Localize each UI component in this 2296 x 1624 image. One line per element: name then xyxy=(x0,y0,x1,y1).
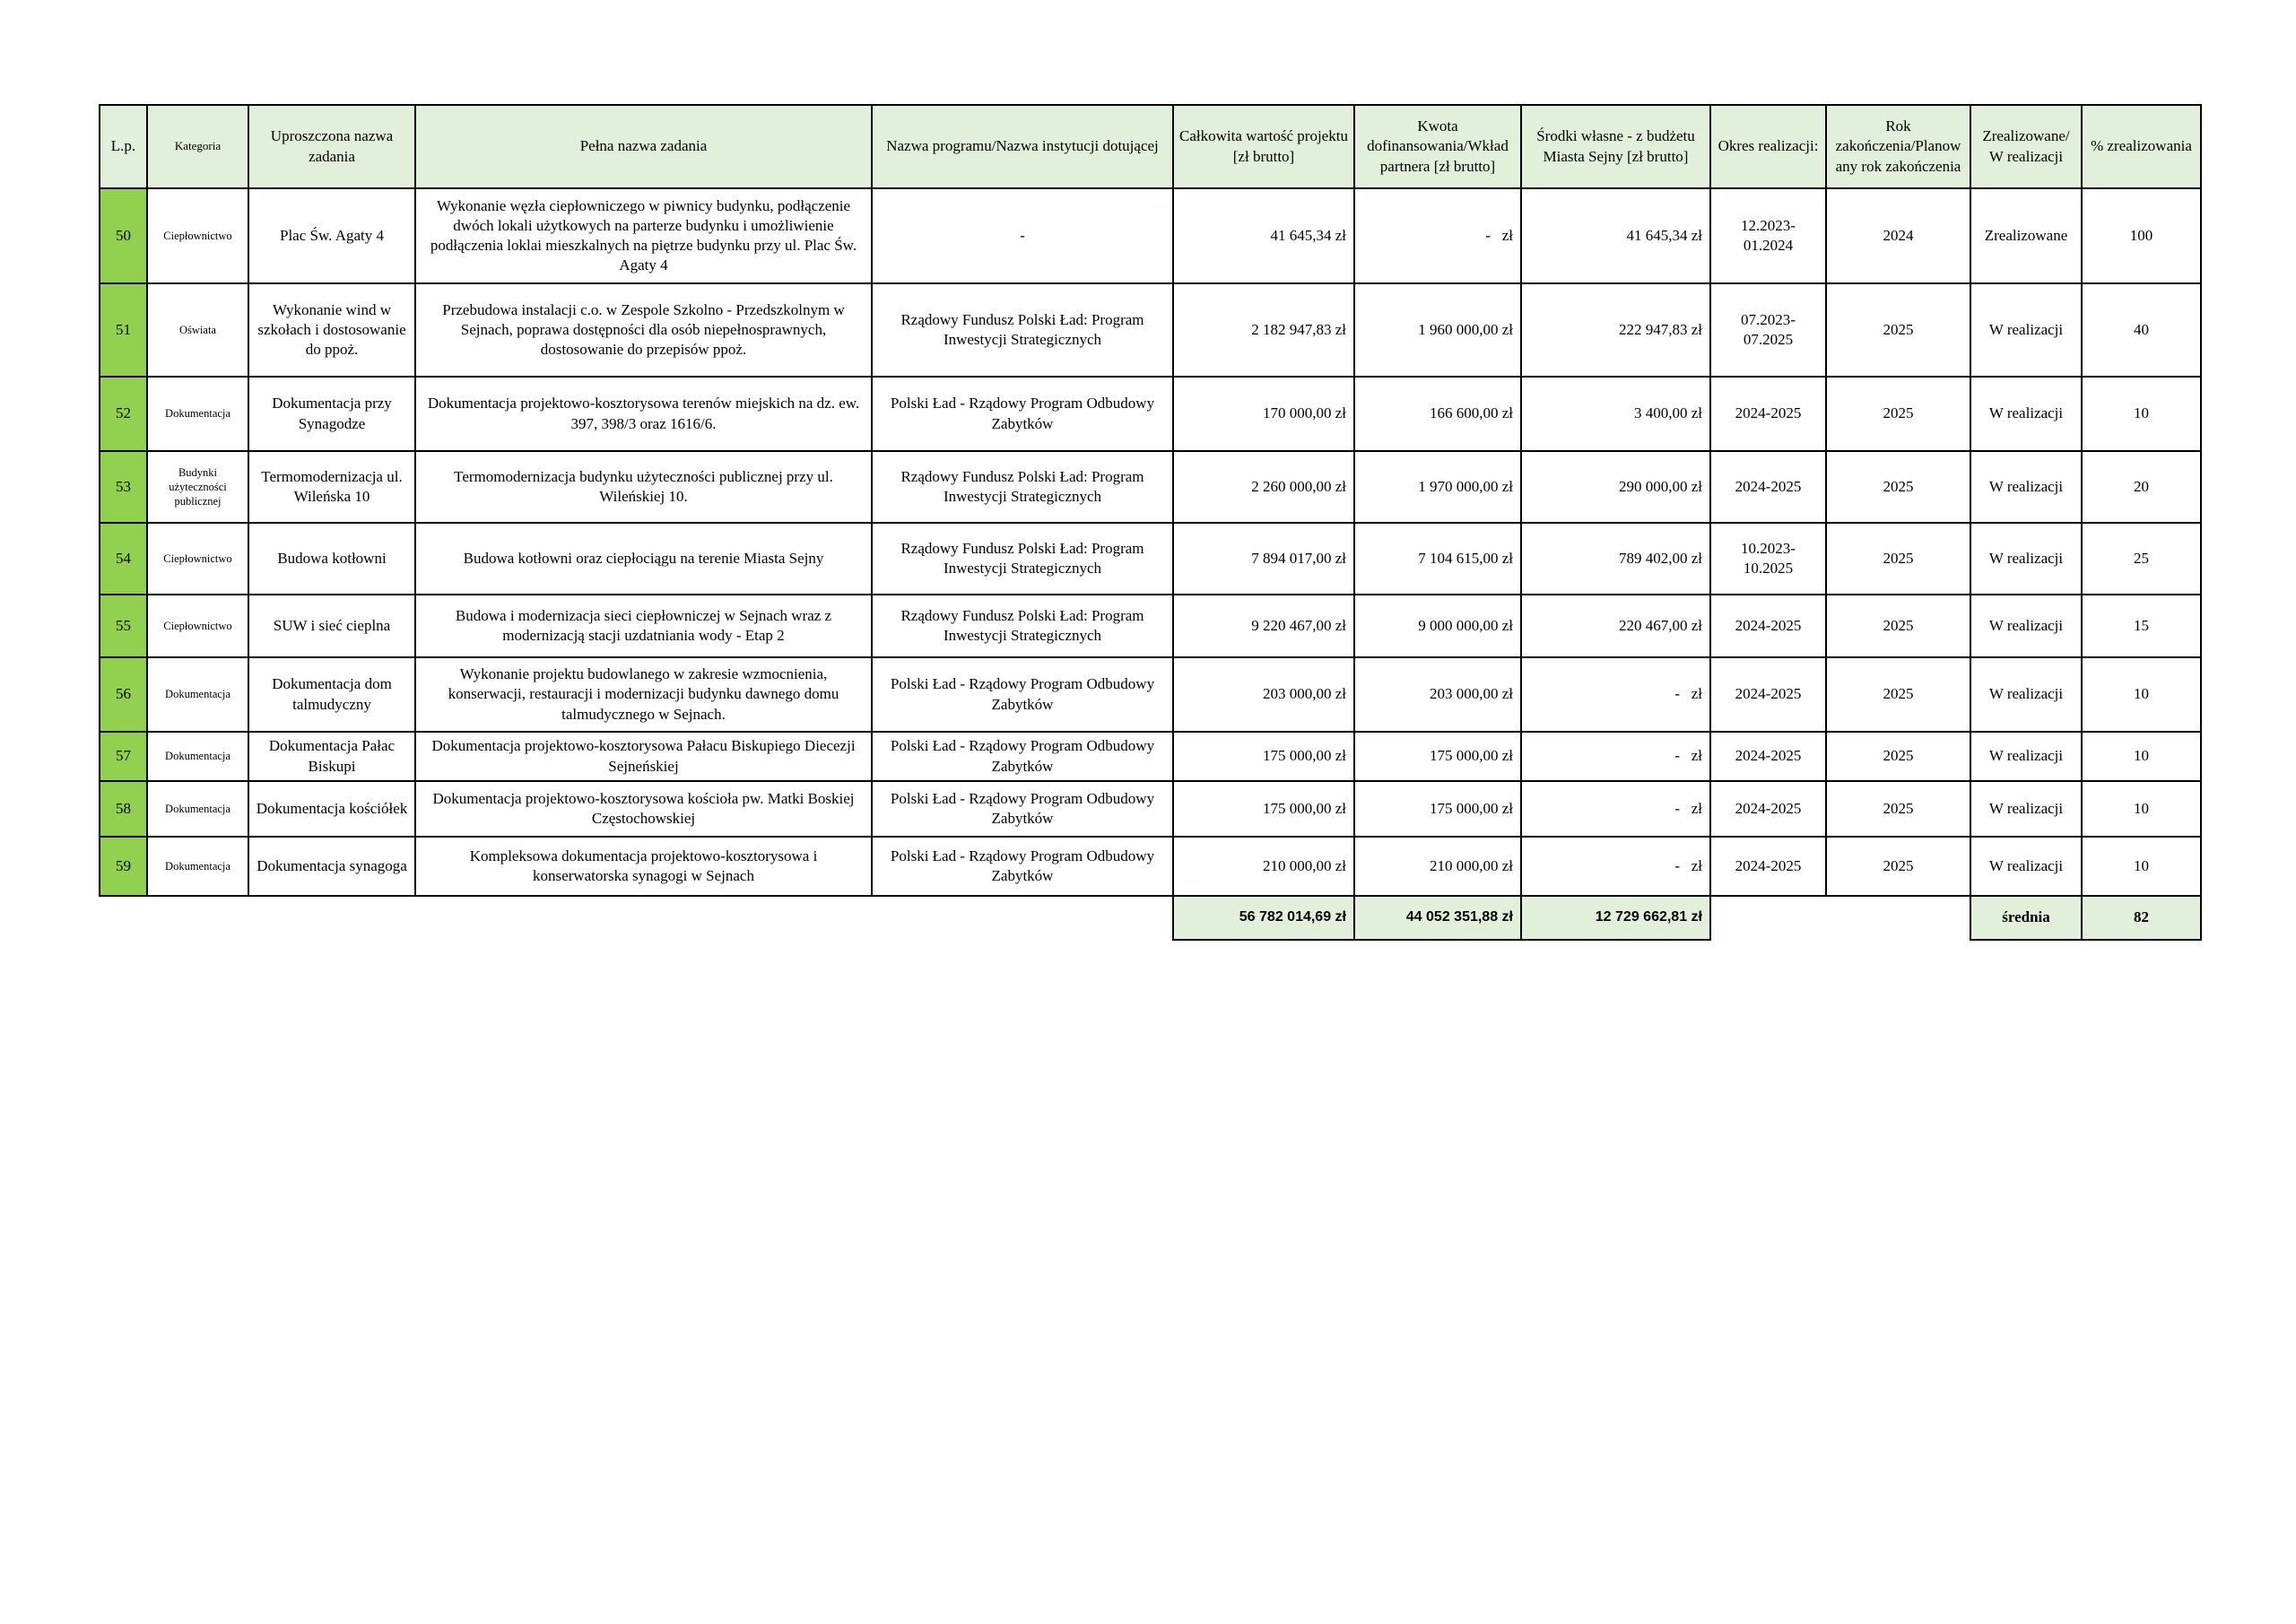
header-wartosc: Całkowita wartość projektu [zł brutto] xyxy=(1173,105,1354,188)
header-lp: L.p. xyxy=(100,105,147,188)
cell-okres: 2024-2025 xyxy=(1710,781,1826,837)
table-row xyxy=(100,283,2201,377)
header-procent: % zrealizowania xyxy=(2082,105,2201,188)
cell-status: Zrealizowane xyxy=(1970,188,2082,283)
cell-lp: 57 xyxy=(100,732,147,781)
total-wartosc: 56 782 014,69 zł xyxy=(1173,896,1354,940)
cell-lp: 56 xyxy=(100,657,147,732)
table-row xyxy=(100,732,2201,781)
cell-pelna: Wykonanie węzła ciepłowniczego w piwnicy budynku, podłączenie dwóch lokali użytkowych na parterze budynku i umożliwienie podłączenia loklai mieszkalnych na piętrze budynku przy ul. Plac Św. Agaty 4 xyxy=(415,188,872,283)
cell-okres: 07.2023-07.2025 xyxy=(1710,283,1826,377)
cell-dofinansowanie: - zł xyxy=(1354,188,1521,283)
cell-lp: 52 xyxy=(100,377,147,451)
average-value: 82 xyxy=(2082,896,2201,940)
cell-status: W realizacji xyxy=(1970,451,2082,523)
cell-kategoria: Dokumentacja xyxy=(147,657,248,732)
cell-program: Polski Ład - Rządowy Program Odbudowy Zabytków xyxy=(872,837,1173,896)
header-nazwa-uproszczona: Uproszczona nazwa zadania xyxy=(248,105,415,188)
cell-rok: 2025 xyxy=(1826,837,1970,896)
table-row xyxy=(100,377,2201,451)
cell-srodki: 41 645,34 zł xyxy=(1521,188,1710,283)
cell-dofinansowanie: 203 000,00 zł xyxy=(1354,657,1521,732)
header-pelna-nazwa: Pełna nazwa zadania xyxy=(415,105,872,188)
table-row xyxy=(100,523,2201,595)
cell-rok: 2025 xyxy=(1826,283,1970,377)
cell-lp: 58 xyxy=(100,781,147,837)
cell-procent: 10 xyxy=(2082,781,2201,837)
cell-okres: 2024-2025 xyxy=(1710,837,1826,896)
cell-srodki: - zł xyxy=(1521,781,1710,837)
cell-okres: 2024-2025 xyxy=(1710,657,1826,732)
table-row xyxy=(100,657,2201,732)
cell-wartosc: 41 645,34 zł xyxy=(1173,188,1354,283)
cell-rok: 2024 xyxy=(1826,188,1970,283)
table-row xyxy=(100,451,2201,523)
cell-program: Rządowy Fundusz Polski Ład: Program Inwestycji Strategicznych xyxy=(872,283,1173,377)
cell-procent: 20 xyxy=(2082,451,2201,523)
table-row xyxy=(100,837,2201,896)
cell-wartosc: 170 000,00 zł xyxy=(1173,377,1354,451)
cell-okres: 2024-2025 xyxy=(1710,732,1826,781)
cell-okres: 2024-2025 xyxy=(1710,451,1826,523)
cell-procent: 100 xyxy=(2082,188,2201,283)
cell-wartosc: 210 000,00 zł xyxy=(1173,837,1354,896)
cell-pelna: Dokumentacja projektowo-kosztorysowa kościoła pw. Matki Boskiej Częstochowskiej xyxy=(415,781,872,837)
cell-rok: 2025 xyxy=(1826,523,1970,595)
cell-nazwa: Dokumentacja kościółek xyxy=(248,781,415,837)
cell-pelna: Kompleksowa dokumentacja projektowo-kosztorysowa i konserwatorska synagogi w Sejnach xyxy=(415,837,872,896)
cell-nazwa: Dokumentacja dom talmudyczny xyxy=(248,657,415,732)
cell-nazwa: Budowa kotłowni xyxy=(248,523,415,595)
cell-pelna: Wykonanie projektu budowlanego w zakresie wzmocnienia, konserwacji, restauracji i modernizacji budynku dawnego domu talmudycznego w Sejnach. xyxy=(415,657,872,732)
cell-rok: 2025 xyxy=(1826,781,1970,837)
cell-dofinansowanie: 166 600,00 zł xyxy=(1354,377,1521,451)
cell-dofinansowanie: 1 960 000,00 zł xyxy=(1354,283,1521,377)
cell-lp: 53 xyxy=(100,451,147,523)
cell-dofinansowanie: 175 000,00 zł xyxy=(1354,732,1521,781)
cell-lp: 51 xyxy=(100,283,147,377)
cell-dofinansowanie: 1 970 000,00 zł xyxy=(1354,451,1521,523)
cell-status: W realizacji xyxy=(1970,657,2082,732)
cell-dofinansowanie: 210 000,00 zł xyxy=(1354,837,1521,896)
cell-procent: 10 xyxy=(2082,732,2201,781)
cell-status: W realizacji xyxy=(1970,283,2082,377)
header-rok: Rok zakończenia/Planow any rok zakończenia xyxy=(1826,105,1970,188)
cell-rok: 2025 xyxy=(1826,451,1970,523)
cell-wartosc: 175 000,00 zł xyxy=(1173,732,1354,781)
cell-okres: 12.2023-01.2024 xyxy=(1710,188,1826,283)
cell-okres: 2024-2025 xyxy=(1710,595,1826,657)
cell-kategoria: Oświata xyxy=(147,283,248,377)
cell-procent: 10 xyxy=(2082,377,2201,451)
header-okres: Okres realizacji: xyxy=(1710,105,1826,188)
cell-wartosc: 7 894 017,00 zł xyxy=(1173,523,1354,595)
cell-procent: 10 xyxy=(2082,837,2201,896)
totals-spacer-2 xyxy=(1710,896,1970,940)
cell-nazwa: Dokumentacja Pałac Biskupi xyxy=(248,732,415,781)
cell-srodki: - zł xyxy=(1521,837,1710,896)
total-srodki: 12 729 662,81 zł xyxy=(1521,896,1710,940)
cell-pelna: Przebudowa instalacji c.o. w Zespole Szkolno - Przedszkolnym w Sejnach, poprawa dostępności dla osób niepełnosprawnych, dostosowanie do przepisów ppoż. xyxy=(415,283,872,377)
cell-status: W realizacji xyxy=(1970,523,2082,595)
header-kategoria: Kategoria xyxy=(147,105,248,188)
cell-dofinansowanie: 9 000 000,00 zł xyxy=(1354,595,1521,657)
cell-status: W realizacji xyxy=(1970,595,2082,657)
cell-status: W realizacji xyxy=(1970,781,2082,837)
cell-kategoria: Dokumentacja xyxy=(147,781,248,837)
cell-srodki: 222 947,83 zł xyxy=(1521,283,1710,377)
cell-lp: 50 xyxy=(100,188,147,283)
cell-wartosc: 203 000,00 zł xyxy=(1173,657,1354,732)
header-dofinansowanie: Kwota dofinansowania/Wkład partnera [zł brutto] xyxy=(1354,105,1521,188)
cell-srodki: 290 000,00 zł xyxy=(1521,451,1710,523)
cell-srodki: - zł xyxy=(1521,657,1710,732)
cell-srodki: 3 400,00 zł xyxy=(1521,377,1710,451)
cell-lp: 54 xyxy=(100,523,147,595)
cell-status: W realizacji xyxy=(1970,837,2082,896)
total-dofinansowanie: 44 052 351,88 zł xyxy=(1354,896,1521,940)
cell-rok: 2025 xyxy=(1826,657,1970,732)
projects-table xyxy=(99,104,2202,941)
cell-okres: 2024-2025 xyxy=(1710,377,1826,451)
cell-pelna: Dokumentacja projektowo-kosztorysowa terenów miejskich na dz. ew. 397, 398/3 oraz 1616/6. xyxy=(415,377,872,451)
cell-program: Polski Ład - Rządowy Program Odbudowy Zabytków xyxy=(872,377,1173,451)
cell-srodki: 789 402,00 zł xyxy=(1521,523,1710,595)
cell-pelna: Budowa i modernizacja sieci ciepłowniczej w Sejnach wraz z modernizacją stacji uzdatniania wody - Etap 2 xyxy=(415,595,872,657)
table-row xyxy=(100,781,2201,837)
cell-status: W realizacji xyxy=(1970,732,2082,781)
cell-kategoria: Dokumentacja xyxy=(147,732,248,781)
cell-program: Rządowy Fundusz Polski Ład: Program Inwestycji Strategicznych xyxy=(872,451,1173,523)
cell-pelna: Termomodernizacja budynku użyteczności publicznej przy ul. Wileńskiej 10. xyxy=(415,451,872,523)
totals-spacer xyxy=(100,896,1173,940)
cell-lp: 55 xyxy=(100,595,147,657)
cell-rok: 2025 xyxy=(1826,595,1970,657)
cell-program: Polski Ład - Rządowy Program Odbudowy Zabytków xyxy=(872,732,1173,781)
header-row xyxy=(100,105,2201,188)
cell-program: Rządowy Fundusz Polski Ład: Program Inwestycji Strategicznych xyxy=(872,523,1173,595)
cell-procent: 25 xyxy=(2082,523,2201,595)
cell-procent: 15 xyxy=(2082,595,2201,657)
cell-nazwa: SUW i sieć cieplna xyxy=(248,595,415,657)
cell-kategoria: Dokumentacja xyxy=(147,837,248,896)
cell-procent: 40 xyxy=(2082,283,2201,377)
table-row xyxy=(100,595,2201,657)
cell-kategoria: Ciepłownictwo xyxy=(147,523,248,595)
cell-procent: 10 xyxy=(2082,657,2201,732)
cell-pelna: Dokumentacja projektowo-kosztorysowa Pałacu Biskupiego Diecezji Sejneńskiej xyxy=(415,732,872,781)
cell-program: Rządowy Fundusz Polski Ład: Program Inwestycji Strategicznych xyxy=(872,595,1173,657)
cell-kategoria: Ciepłownictwo xyxy=(147,595,248,657)
cell-kategoria: Ciepłownictwo xyxy=(147,188,248,283)
cell-nazwa: Dokumentacja synagoga xyxy=(248,837,415,896)
cell-wartosc: 2 260 000,00 zł xyxy=(1173,451,1354,523)
cell-wartosc: 175 000,00 zł xyxy=(1173,781,1354,837)
cell-status: W realizacji xyxy=(1970,377,2082,451)
cell-nazwa: Dokumentacja przy Synagodze xyxy=(248,377,415,451)
cell-program: Polski Ład - Rządowy Program Odbudowy Zabytków xyxy=(872,657,1173,732)
cell-rok: 2025 xyxy=(1826,732,1970,781)
cell-dofinansowanie: 175 000,00 zł xyxy=(1354,781,1521,837)
cell-srodki: - zł xyxy=(1521,732,1710,781)
cell-wartosc: 9 220 467,00 zł xyxy=(1173,595,1354,657)
header-program: Nazwa programu/Nazwa instytucji dotującej xyxy=(872,105,1173,188)
cell-kategoria: Dokumentacja xyxy=(147,377,248,451)
cell-nazwa: Termomodernizacja ul. Wileńska 10 xyxy=(248,451,415,523)
table-row xyxy=(100,188,2201,283)
cell-srodki: 220 467,00 zł xyxy=(1521,595,1710,657)
cell-nazwa: Wykonanie wind w szkołach i dostosowanie do ppoż. xyxy=(248,283,415,377)
header-srodki-wlasne: Środki własne - z budżetu Miasta Sejny [zł brutto] xyxy=(1521,105,1710,188)
header-status: Zrealizowane/ W realizacji xyxy=(1970,105,2082,188)
cell-nazwa: Plac Św. Agaty 4 xyxy=(248,188,415,283)
cell-okres: 10.2023-10.2025 xyxy=(1710,523,1826,595)
average-label: średnia xyxy=(1970,896,2082,940)
cell-pelna: Budowa kotłowni oraz ciepłociągu na terenie Miasta Sejny xyxy=(415,523,872,595)
totals-row xyxy=(100,896,2201,940)
cell-dofinansowanie: 7 104 615,00 zł xyxy=(1354,523,1521,595)
cell-rok: 2025 xyxy=(1826,377,1970,451)
cell-program: - xyxy=(872,188,1173,283)
cell-program: Polski Ład - Rządowy Program Odbudowy Zabytków xyxy=(872,781,1173,837)
cell-kategoria: Budynki użyteczności publicznej xyxy=(147,451,248,523)
cell-wartosc: 2 182 947,83 zł xyxy=(1173,283,1354,377)
cell-lp: 59 xyxy=(100,837,147,896)
